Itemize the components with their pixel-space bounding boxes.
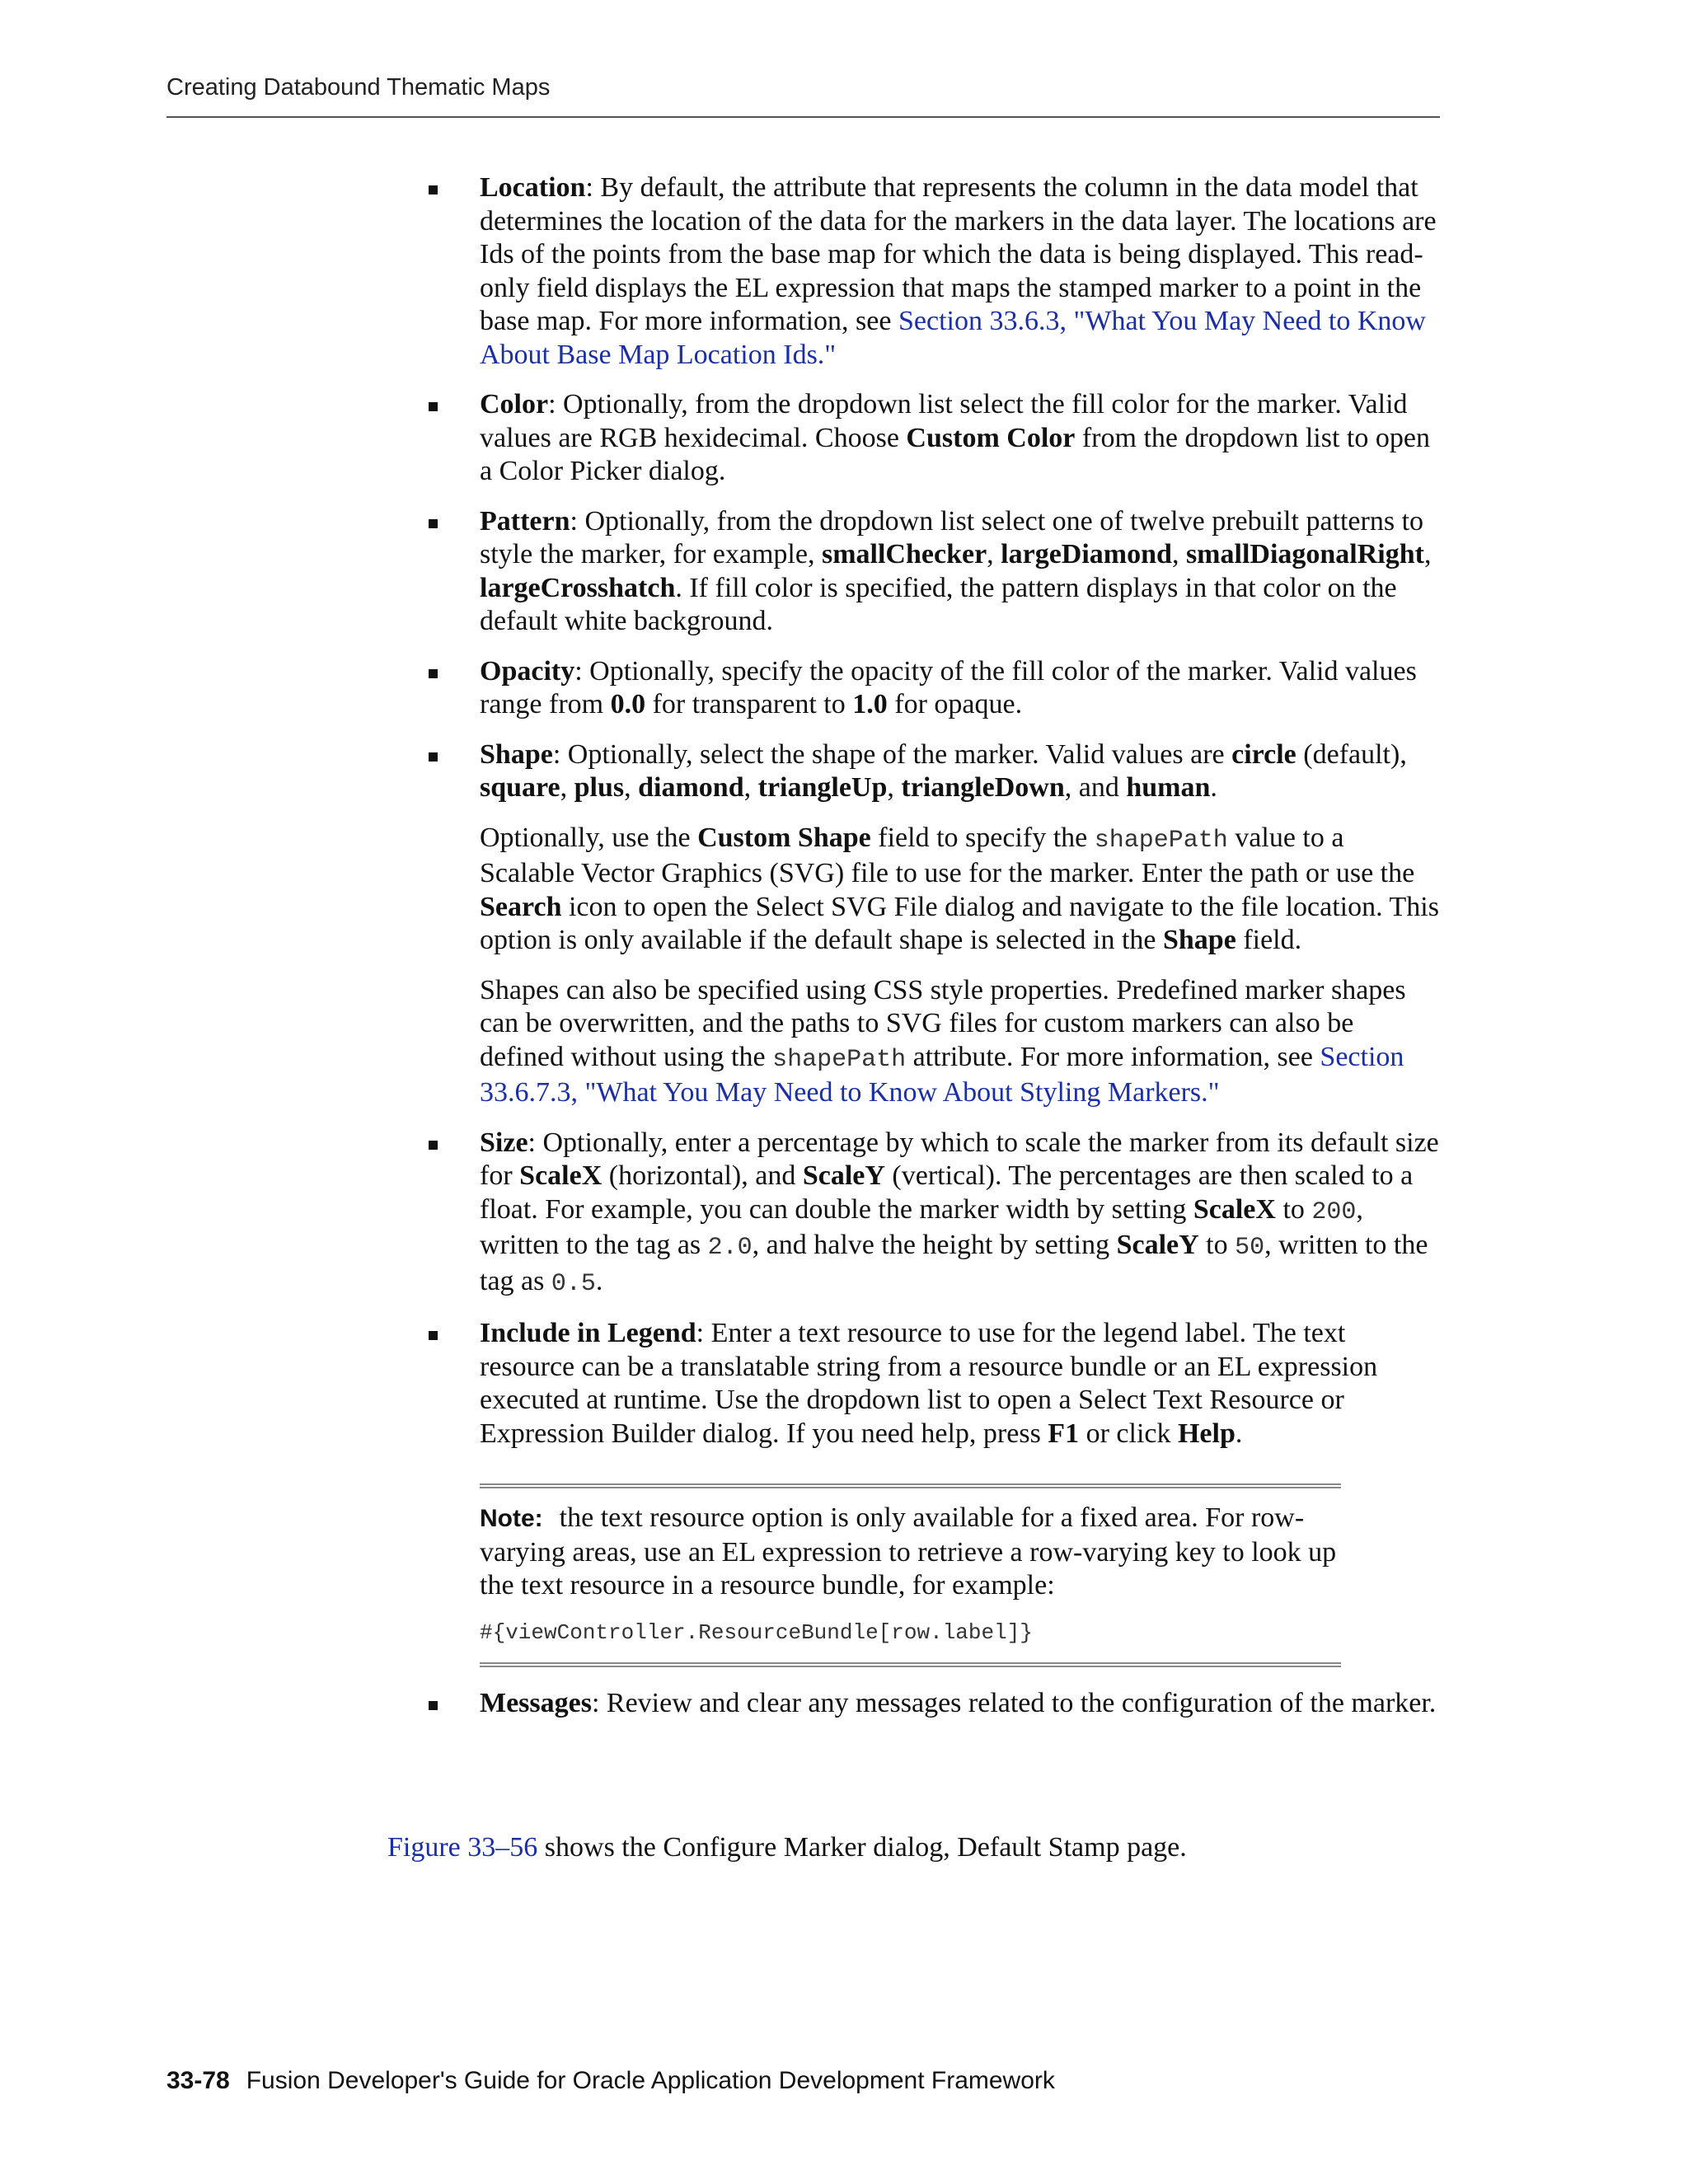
shape-triangle-down: triangleDown [901,772,1065,803]
text: icon to open the Select SVG File dialog and navigate to the file location. This option is only available if the default shape is selected in the [480,891,1439,955]
code-0-5: 0.5 [551,1269,596,1298]
shape-path-code: shapePath [1094,826,1228,855]
text: to [1275,1193,1312,1225]
text: , and halve the height by setting [752,1230,1117,1260]
page-footer [166,2067,1055,2095]
text: (horizontal), and [602,1160,803,1191]
pattern-large-crosshatch: largeCrosshatch [480,572,676,603]
term-include-in-legend: Include in Legend [480,1318,696,1348]
code-50: 50 [1235,1234,1265,1262]
help-label: Help [1177,1418,1236,1449]
opacity-text: : Optionally, specify the opacity of the fill color of the marker. Valid values range from [480,655,1417,719]
sep: , and [1064,772,1127,803]
text: field. [1236,925,1302,955]
shape-circle: circle [1231,738,1296,770]
shape-default-note: (default), [1296,738,1407,770]
text: to [1198,1230,1236,1260]
term-opacity: Opacity [480,655,575,687]
color-text: : Optionally, from the dropdown list select the fill color for the marker. Valid values are RGB hexidecimal. Choose [480,389,1408,453]
sep: , [743,772,758,803]
shape-custom-paragraph [480,822,1442,958]
opacity-max-value: 1.0 [852,689,888,719]
code-200: 200 [1311,1197,1357,1226]
shape-path-code: shapePath [772,1045,907,1074]
text: , written to the tag as [480,1230,1428,1296]
note-body [480,1502,1341,1603]
text: field to specify the [870,822,1095,853]
bullet-square-icon [429,669,438,678]
text: , written to the tag as [480,1193,1363,1260]
scale-y-label: ScaleY [1116,1230,1199,1260]
text: . [595,1265,603,1296]
sep: , [1171,539,1186,569]
sep: , [1424,539,1432,569]
bullet-square-icon [429,1331,438,1340]
main-content [429,171,1442,1737]
note-code-example: #{viewController.ResourceBundle[row.label]} [480,1619,1033,1645]
text: attribute. For more information, see [906,1041,1320,1072]
text: or click [1079,1418,1178,1449]
text: value to a Scalable Vector Graphics (SVG) file to use for the marker. Enter the path or use the [480,822,1415,888]
pattern-text: : Optionally, from the dropdown list select one of twelve prebuilt patterns to style the marker, for example, [480,505,1424,569]
pattern-large-diamond: largeDiamond [1001,539,1172,569]
list-item-include-in-legend [429,1317,1442,1667]
list-item-messages [429,1687,1442,1721]
sep: , [887,772,902,803]
text: : Enter a text resource to use for the legend label. The text resource can be a translatable string from a resource bundle or an EL expression executed at runtime. Use the dropdown list to open a Select Text Resource or Expression Builder dialog. If you need help, press [480,1318,1378,1449]
list-item-pattern [429,505,1442,639]
note-label: Note: [480,1505,543,1532]
location-text: : By default, the attribute that represents the column in the data model that determines the location of the data for the markers in the data layer. The locations are Ids of the points from the base map for which the data is being displayed. This read-only field displays the EL expression that maps the stamped marker to a point in the base map. For more information, see [480,172,1437,336]
shape-square: square [480,772,560,803]
term-color: Color [480,389,549,419]
term-pattern: Pattern [480,505,570,537]
term-size: Size [480,1127,528,1158]
text: : Optionally, enter a percentage by which to scale the marker from its default size for [480,1127,1439,1191]
shape-css-paragraph [480,974,1442,1110]
pattern-text-end: . If fill color is specified, the pattern displays in that color on the default white background. [480,572,1397,636]
shape-triangle-up: triangleUp [757,772,888,803]
shape-human: human [1126,772,1211,803]
note-box [480,1483,1341,1667]
opacity-min-value: 0.0 [610,689,646,719]
sep: , [987,539,1001,569]
scale-x-label: ScaleX [519,1160,603,1191]
f1-key-label: F1 [1048,1418,1080,1449]
opacity-text-mid: for transparent to [645,689,853,719]
figure-link[interactable]: Figure 33–56 [387,1832,538,1863]
shape-diamond: diamond [638,772,744,803]
term-location: Location [480,172,586,203]
opacity-text-end: for opaque. [887,689,1023,719]
sep: , [624,772,639,803]
text: Shapes can also be specified using CSS style properties. Predefined marker shapes can be overwritten, and the paths to SVG files for custom markers can also be defined without using the [480,974,1406,1072]
list-item-shape [429,738,1442,1110]
term-messages: Messages [480,1688,592,1718]
color-text-end: from the dropdown list to open a Color Picker dialog. [480,422,1430,486]
text: . [1235,1418,1243,1449]
pattern-small-diagonal-right: smallDiagonalRight [1185,539,1424,569]
shape-plus: plus [574,772,625,803]
section-link-location-ids[interactable]: Section 33.6.3, "What You May Need to Know About Base Map Location Ids." [480,306,1426,370]
list-item-size [429,1127,1442,1301]
shape-field-label: Shape [1162,925,1236,955]
section-link-styling-markers[interactable]: Section 33.6.7.3, "What You May Need to Know About Styling Markers." [480,1041,1404,1108]
bullet-square-icon [429,402,438,411]
term-shape: Shape [480,738,553,770]
sep: . [1210,772,1217,803]
page-number: 33-78 [166,2067,230,2094]
bullet-square-icon [429,1141,438,1150]
text: : Review and clear any messages related to the configuration of the marker. [591,1688,1437,1718]
list-item-color [429,388,1442,489]
bullet-square-icon [429,185,438,194]
figure-reference-paragraph [387,1831,1459,1864]
custom-color-label: Custom Color [906,422,1076,453]
note-text: the text resource option is only available for a fixed area. For row-varying areas, use an EL expression to retrieve a row-varying key to look up the text resource in a resource bundle, for example: [480,1502,1337,1601]
code-2-0: 2.0 [707,1234,753,1262]
text: Optionally, use the [480,822,698,853]
running-header: Creating Databound Thematic Maps [166,74,1440,118]
custom-shape-label: Custom Shape [697,822,871,853]
list-item-location [429,171,1442,372]
scale-x-label: ScaleX [1193,1193,1276,1225]
scale-y-label: ScaleY [802,1160,885,1191]
list-item-opacity [429,655,1442,722]
pattern-small-checker: smallChecker [821,539,987,569]
bullet-square-icon [429,1701,438,1710]
book-title: Fusion Developer's Guide for Oracle Application Development Framework [246,2067,1055,2094]
text: shows the Configure Marker dialog, Default Stamp page. [537,1832,1187,1863]
text: (vertical). The percentages are then scaled to a float. For example, you can double the marker width by setting [480,1160,1414,1225]
bullet-square-icon [429,752,438,762]
shape-text: : Optionally, select the shape of the marker. Valid values are [552,738,1232,770]
bullet-square-icon [429,519,438,528]
field-list [429,171,1442,1721]
search-label: Search [480,891,562,922]
sep: , [560,772,574,803]
